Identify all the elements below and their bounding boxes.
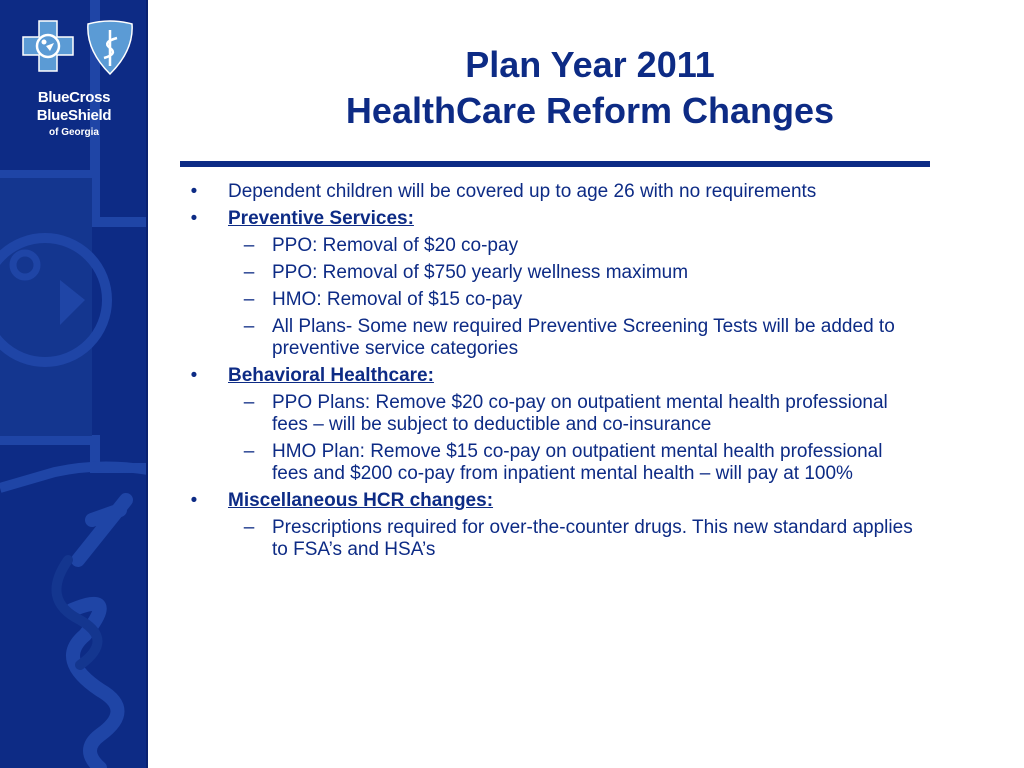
- dash-marker: –: [243, 235, 255, 256]
- sub-bullet-item: [184, 441, 914, 485]
- bullet-item: [184, 181, 914, 203]
- blue-cross-icon: [22, 20, 74, 72]
- dash-marker: –: [243, 517, 255, 538]
- slide-title: [200, 42, 980, 134]
- dash-marker: –: [243, 316, 255, 337]
- bullet-text: PPO Plans: Remove $20 co-pay on outpatient mental health professional fees – will be subject to deductible and co-insurance: [272, 392, 888, 435]
- bullet-text: PPO: Removal of $20 co-pay: [272, 235, 519, 256]
- dash-marker: –: [243, 392, 255, 413]
- bullet-text: Behavioral Healthcare:: [228, 365, 434, 386]
- sidebar-edge: [146, 0, 148, 768]
- sidebar: [0, 0, 148, 768]
- sub-bullet-item: [184, 316, 914, 360]
- title-line-2: HealthCare Reform Changes: [345, 90, 835, 131]
- bullet-text: Miscellaneous HCR changes:: [228, 490, 494, 511]
- title-line-1: Plan Year 2011: [465, 44, 715, 85]
- title-divider: [180, 161, 930, 167]
- bullet-item: [184, 208, 914, 230]
- brand-name-line1: BlueCross: [37, 89, 111, 106]
- sub-bullet-item: [184, 517, 914, 561]
- bullet-item: [184, 365, 914, 387]
- bullet-list: [184, 181, 914, 566]
- brand-name-line2: BlueShield: [36, 107, 112, 124]
- sub-bullet-item: [184, 262, 914, 284]
- brand-region: of Georgia: [48, 127, 99, 138]
- sub-bullet-item: [184, 235, 914, 257]
- bullet-text: Prescriptions required for over-the-counter drugs. This new standard applies to FSA’s and HSA’s: [272, 517, 913, 560]
- blue-shield-icon: [84, 20, 136, 72]
- dash-marker: –: [243, 289, 255, 310]
- sub-bullet-item: [184, 392, 914, 436]
- bullet-text: Dependent children will be covered up to age 26 with no requirements: [228, 181, 817, 202]
- bullet-marker: •: [190, 208, 198, 229]
- bullet-text: HMO: Removal of $15 co-pay: [272, 289, 523, 310]
- sub-bullet-item: [184, 289, 914, 311]
- bullet-marker: •: [190, 365, 198, 386]
- bullet-text: PPO: Removal of $750 yearly wellness maximum: [272, 262, 689, 283]
- dash-marker: –: [243, 262, 255, 283]
- bullet-marker: •: [190, 181, 198, 202]
- bullet-text: HMO Plan: Remove $15 co-pay on outpatient mental health professional fees and $200 co-pay from inpatient mental health – will pay at 100%: [272, 441, 883, 484]
- bullet-item: [184, 490, 914, 512]
- bullet-text: All Plans- Some new required Preventive Screening Tests will be added to preventive service categories: [272, 316, 895, 359]
- bullet-text: Preventive Services:: [228, 208, 414, 229]
- bullet-marker: •: [190, 490, 198, 511]
- dash-marker: –: [243, 441, 255, 462]
